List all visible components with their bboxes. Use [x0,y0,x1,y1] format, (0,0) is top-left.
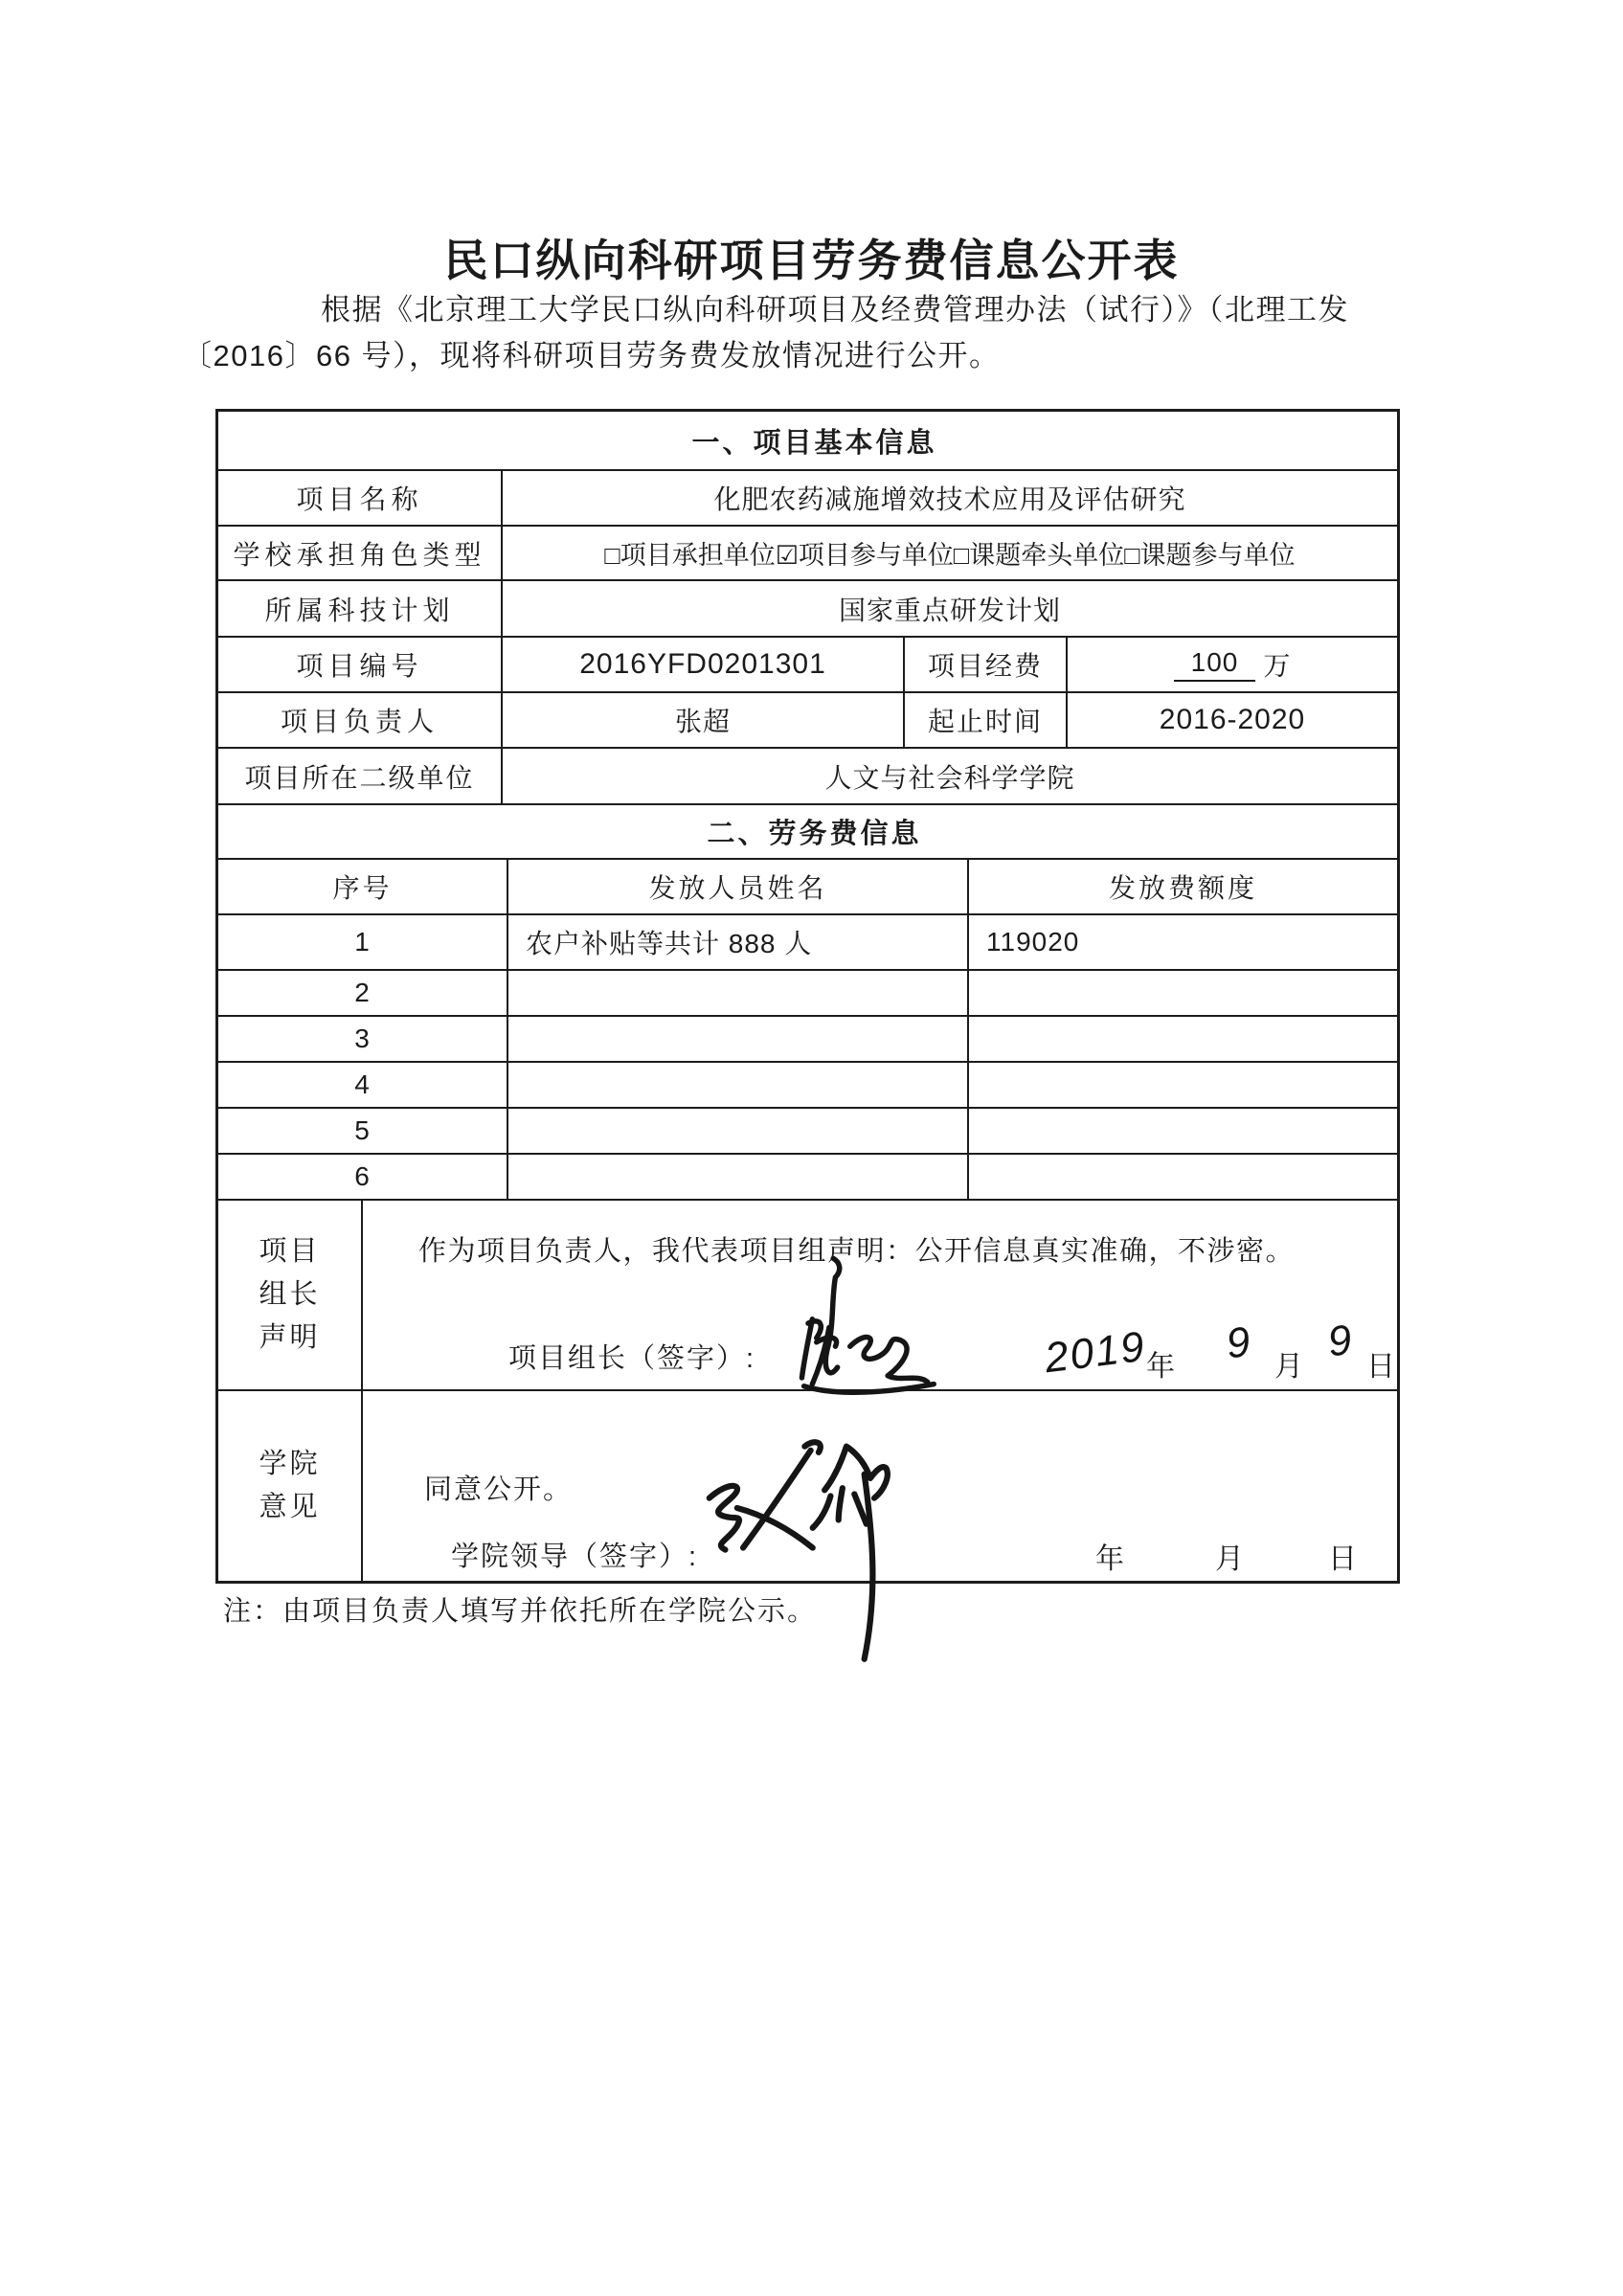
col-header-name: 发放人员姓名 [507,860,967,913]
leader-declaration-label: 项目 组长 声明 [259,1236,321,1353]
page-title: 民口纵向科研项目劳务费信息公开表 [443,235,1180,285]
project-number-label: 项目编号 [296,651,423,681]
row-no: 3 [354,1024,371,1053]
college-month-char: 月 [1215,1543,1245,1575]
row-program [218,579,1397,636]
program-value: 国家重点研发计划 [501,581,1397,636]
form-table [215,409,1400,1584]
secondary-unit-label: 项目所在二级单位 [244,762,475,793]
row-no: 5 [354,1115,371,1145]
leader-declaration-content [361,1201,1397,1389]
handwritten-day: 9 [1325,1316,1357,1366]
leader-label: 项目负责人 [280,707,439,736]
row-name [507,1109,967,1153]
program-label: 所属科技计划 [264,595,455,625]
row-number-budget [218,636,1397,691]
row-amount [967,1017,1397,1061]
row-role-type [218,525,1397,579]
declaration-statement: 作为项目负责人，我代表项目组声明：公开信息真实准确，不涉密。 [418,1236,1296,1267]
labor-fee-row [218,1107,1397,1153]
project-name-label: 项目名称 [296,484,423,514]
budget-value [1066,638,1397,691]
leader-declaration-row [218,1199,1397,1389]
labor-fee-row [218,1015,1397,1061]
secondary-unit-value: 人文与社会科学学院 [501,749,1397,803]
section2-header-row [218,803,1397,858]
college-day-char: 日 [1328,1543,1358,1575]
college-year-char: 年 [1095,1543,1125,1575]
row-secondary-unit [218,747,1397,803]
row-project-name [218,469,1397,525]
row-amount [967,971,1397,1015]
row-name: 农户补贴等共计 888 人 [507,915,967,969]
footnote: 注：由项目负责人填写并依托所在学院公示。 [223,1596,818,1627]
row-no: 6 [354,1161,371,1191]
leader-value: 张超 [501,693,903,747]
row-name [507,971,967,1015]
col-header-amount: 发放费额度 [967,860,1397,913]
labor-fee-row [218,1153,1397,1199]
day-char: 日 [1366,1351,1396,1383]
section1-title: 一、项目基本信息 [691,427,937,459]
handwritten-month: 9 [1224,1317,1255,1368]
row-name [507,1063,967,1107]
intro-line-1: 根据《北京理工大学民口纵向科研项目及经费管理办法（试行）》（北理工发 [321,293,1349,326]
budget-amount: 100 [1174,647,1256,682]
year-char: 年 [1146,1351,1176,1383]
labor-fee-row [218,969,1397,1015]
section1-header-row [218,412,1397,469]
budget-label: 项目经费 [903,638,1066,691]
row-amount [967,1155,1397,1199]
labor-fee-row [218,1061,1397,1107]
row-amount: 119020 [967,915,1397,969]
college-statement: 同意公开。 [424,1474,574,1505]
role-type-checkboxes: □项目承担单位☑项目参与单位□课题牵头单位□课题参与单位 [501,527,1397,579]
row-amount [967,1109,1397,1153]
row-leader-period [218,691,1397,747]
role-type-label: 学校承担角色类型 [233,539,486,570]
period-label: 起止时间 [903,693,1066,747]
college-opinion-label: 学院 意见 [259,1449,321,1522]
row-name [507,1017,967,1061]
col-header-no: 序号 [332,873,393,903]
project-name-value: 化肥农药减施增效技术应用及评估研究 [501,471,1397,525]
handwritten-year: 2019 [1042,1322,1149,1383]
college-opinion-content [361,1391,1397,1581]
college-sign-label: 学院领导（签字）: [451,1542,699,1572]
row-no: 1 [354,927,371,957]
period-value: 2016-2020 [1066,693,1397,747]
month-char: 月 [1274,1351,1304,1383]
project-number-value: 2016YFD0201301 [501,638,903,691]
labor-fee-row [218,913,1397,969]
leader-sign-label: 项目组长（签字）: [508,1343,756,1374]
intro-line-2: 〔2016〕66 号），现将科研项目劳务费发放情况进行公开。 [182,339,1001,372]
college-opinion-row [218,1389,1397,1581]
section2-title: 二、劳务费信息 [707,819,922,849]
college-signature-scribble [679,1403,909,1666]
labor-fee-column-header-row [218,858,1397,913]
row-amount [967,1063,1397,1107]
row-no: 2 [354,978,371,1007]
leader-signature-scribble [775,1249,942,1407]
budget-unit: 万 [1263,651,1292,681]
row-no: 4 [354,1069,371,1099]
row-name [507,1155,967,1199]
